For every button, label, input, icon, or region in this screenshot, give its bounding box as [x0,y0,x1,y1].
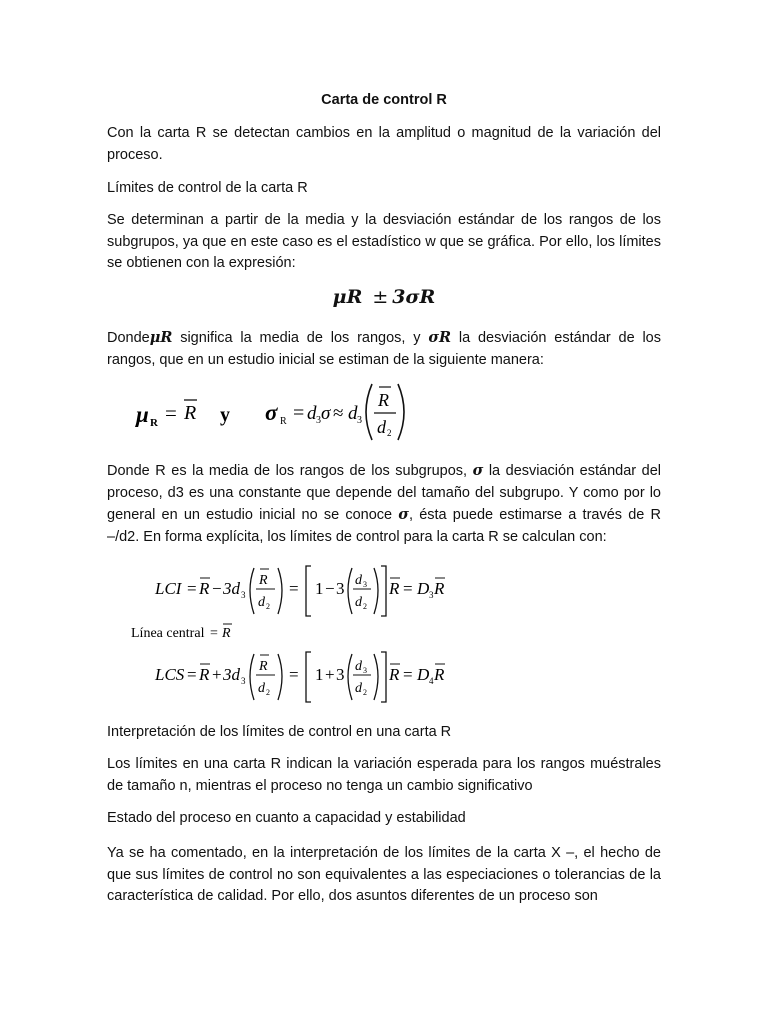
formula-three-sigma-r: 3σR [392,286,436,308]
formula-right-paren [398,384,404,440]
formula-paren [278,654,282,700]
formula-paren [348,568,352,614]
formula-d3-b: d [348,403,358,424]
heading-interpretation: Interpretación de los límites de control en una carta R [107,724,452,740]
formula-frac-den: d [258,681,265,696]
text-run: significa la media de los rangos, y [172,330,429,346]
formula-sub: 4 [429,676,434,686]
formula-main-limits [0,286,768,308]
formula-frac-num: d [355,659,362,674]
formula-equals: = [210,626,218,641]
formula-bracket [381,566,386,616]
formula-sub: 3 [241,676,246,686]
formula-bracket [306,566,311,616]
paragraph-donde-r [107,460,661,548]
formula-r-bar: R [389,579,400,598]
text-run: la desviación estándar de los rangos, que en un estudio inicial se estiman de la siguiente manera: [107,330,661,368]
paragraph-limits-derivation: Se determinan a partir de la media y la desviación estándar de los rangos de los subgrupos, ya que en este caso es el estadístico w que se gráfica. Por ello, los límites se obtienen con la expresión: [107,212,661,271]
formula-bracket [381,652,386,702]
formula-3d: 3d [223,665,240,684]
formula-sub: 2 [266,602,270,611]
formula-approx: ≈ [333,403,344,424]
symbol-sigma-r: σR [428,329,452,346]
formula-paren [250,568,254,614]
heading-process-state: Estado del proceso en cuanto a capacidad y estabilidad [107,810,466,826]
formula-d3-const: D [417,579,430,598]
formula-frac-den: d [355,681,362,696]
formula-sub: 3 [363,666,367,675]
formula-frac-num: d [355,573,362,588]
text-run: la desviación estándar del proceso, d3 es una constante que depende del tamaño del subgrupo. Y como por lo general en un estudio inicial no se conoce [107,463,661,523]
formula-three: 3 [336,665,345,684]
formula-sub: 2 [266,688,270,697]
paragraph-process-state: Ya se ha comentado, en la interpretación de los límites de la carta X –, el hecho de que sus límites de control no son equivalentes a las especiaciones o tolerancias de la característica de calidad. Por ello, dos asuntos diferentes de un proceso son [107,845,661,904]
formula-mu-subscript: R [150,417,158,429]
formula-plus: + [325,665,335,684]
formula-frac-num: R [259,659,268,674]
formula-sub: 3 [429,590,434,600]
formula-lci-label: LCI [155,579,182,598]
formula-paren [250,654,254,700]
formula-r-bar: R [434,665,445,684]
formula-r-bar: R [199,665,210,684]
formula-sigma-inline: σ [321,403,331,424]
formula-y: y [220,404,230,426]
formula-plus-minus: ± [372,286,389,308]
formula-minus: − [212,579,222,598]
formula-equals: = [165,401,177,425]
formula-image-control-limits [125,560,455,710]
formula-one: 1 [315,579,324,598]
formula-equals-2: = [293,402,305,424]
symbol-sigma: σ [398,506,409,523]
formula-minus: − [325,579,335,598]
formula-equals: = [187,665,197,684]
formula-r-bar: R [434,579,445,598]
formula-paren [278,568,282,614]
paragraph-donde-mu [107,327,661,371]
formula-equals: = [289,579,299,598]
formula-equals: = [289,665,299,684]
formula-mu-r: μR [332,286,363,308]
formula-d4-const: D [417,665,430,684]
formula-one: 1 [315,665,324,684]
heading-control-limits: Límites de control de la carta R [107,180,308,196]
formula-frac-den: d [355,595,362,610]
formula-equals: = [187,579,197,598]
document-title: Carta de control R [321,92,447,108]
formula-frac-num: R [259,573,268,588]
formula-sub: 2 [363,602,367,611]
formula-sub: 2 [363,688,367,697]
formula-frac-den: d [377,417,386,437]
formula-3d: 3d [223,579,240,598]
formula-linea-central-label: Línea central [131,626,205,641]
formula-sigma-symbol: σ [265,400,278,425]
formula-lcs-label: LCS [155,665,185,684]
text-run: Donde [107,330,150,346]
formula-paren [374,654,378,700]
paragraph-intro: Con la carta R se detectan cambios en la amplitud o magnitud de la variación del proceso. [107,125,661,163]
formula-r-bar: R [222,626,231,641]
formula-bracket [306,652,311,702]
formula-frac-den-sub: 2 [387,428,392,438]
formula-sub: 3 [241,590,246,600]
text-run: , ésta puede estimarse a través de R –/d2. En forma explícita, los límites de control para la carta R se calculan con: [107,507,661,545]
formula-equals: = [403,665,413,684]
text-run: Donde R es la media de los rangos de los subgrupos, [107,463,473,479]
formula-mu-symbol: μ [136,402,149,427]
formula-r-bar: R [389,665,400,684]
symbol-mu-r: μR [149,329,173,346]
formula-r-bar: R [184,402,197,424]
formula-three: 3 [336,579,345,598]
formula-frac-den: d [258,595,265,610]
symbol-sigma: σ [472,462,484,479]
formula-r-bar: R [199,579,210,598]
formula-paren [348,654,352,700]
formula-d3: d [307,403,317,424]
formula-left-paren [366,384,372,440]
formula-d3-subscript: 3 [316,415,321,426]
formula-frac-num: R [378,390,389,410]
formula-sub: 3 [363,580,367,589]
formula-equals: = [403,579,413,598]
formula-paren [374,568,378,614]
formula-sigma-subscript: R [280,416,287,427]
paragraph-interpretation: Los límites en una carta R indican la variación esperada para los rangos muéstrales de tamaño n, mientras el proceso no tenga un cambio significativo [107,756,661,794]
formula-image-estimates [130,378,430,444]
formula-plus: + [212,665,222,684]
formula-d3-b-subscript: 3 [357,415,362,426]
